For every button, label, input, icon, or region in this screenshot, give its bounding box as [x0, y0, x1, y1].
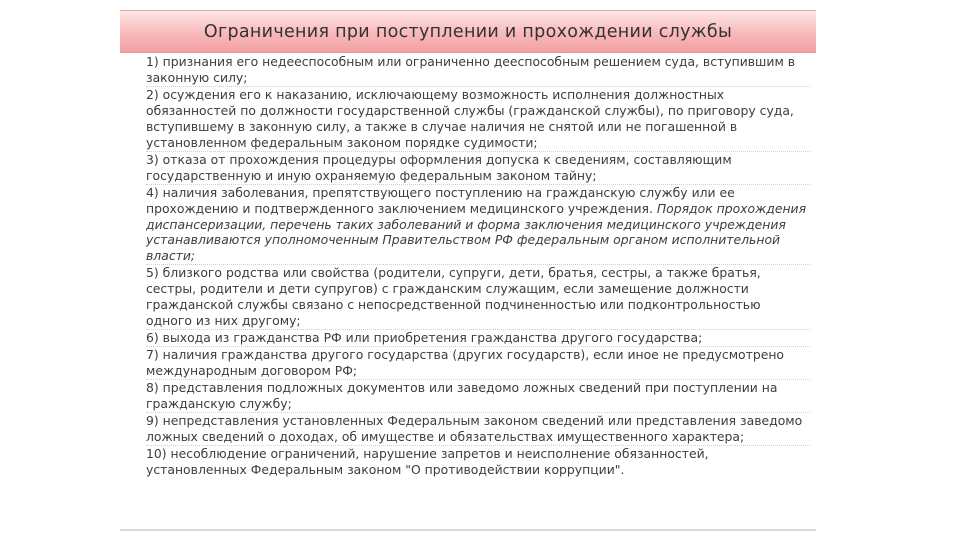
list-item-italic-note: Порядок прохождения диспансеризации, перечень таких заболеваний и форма заключения медицинского учреждения устанавливаются уполномоченным Правительством РФ федеральным органом исполнительной власти;: [146, 200, 807, 264]
list-item-text: 4) наличия заболевания, препятствующего поступлению на гражданскую службу или ее прохождению и подтвержденного заключением медицинского учреждения.: [146, 184, 735, 216]
list-item-text: 10) несоблюдение ограничений, нарушение запретов и неисполнение обязанностей, установленных Федеральным законом "О противодействии коррупции".: [146, 445, 709, 477]
list-item: [146, 380, 810, 413]
list-item-text: 2) осуждения его к наказанию, исключающему возможность исполнения должностных обязанностей по должности государственной службы (гражданской службы), по приговору суда, вступившему в законную силу, а также в случае наличия не снятой или не погашенной в установленном федеральным законом порядке судимости;: [146, 86, 794, 150]
list-item: [146, 413, 810, 446]
list-item-text: 8) представления подложных документов или заведомо ложных сведений при поступлении на гражданскую службу;: [146, 380, 778, 412]
restrictions-list: [146, 54, 810, 478]
list-item-text: 3) отказа от прохождения процедуры оформления допуска к сведениям, составляющим государственную и иную охраняемую федеральным законом тайну;: [146, 151, 732, 183]
slide-title: Ограничения при поступлении и прохождении службы: [203, 22, 733, 42]
list-item: [146, 347, 810, 380]
list-item-text: 6) выхода из гражданства РФ или приобретения гражданства другого государства;: [146, 330, 703, 346]
list-item: [146, 185, 810, 266]
list-item: [146, 152, 810, 185]
bottom-divider: [120, 529, 816, 531]
list-item-text: 7) наличия гражданства другого государства (других государств), если иное не предусмотрено международным договором РФ;: [146, 347, 785, 379]
slide: [120, 10, 816, 532]
list-item-text: 5) близкого родства или свойства (родители, супруги, дети, братья, сестры, а также братья, сестры, родители и дети супругов) с гражданским служащим, если замещение должности гражданской службы связано с непосредственной подчиненностью или подконтрольностью одного из них другому;: [146, 265, 761, 329]
list-item-text: 1) признания его недееспособным или ограниченно дееспособным решением суда, вступившим в законную силу;: [146, 54, 796, 85]
list-item: [146, 265, 810, 330]
list-item: [146, 87, 810, 152]
list-item-text: 9) непредставления установленных Федеральным законом сведений или представления заведомо ложных сведений о доходах, об имуществе и обязательствах имущественного характера;: [146, 412, 803, 444]
list-item: [146, 330, 810, 347]
list-item: [146, 446, 810, 478]
list-item: [146, 54, 810, 87]
title-bar: [120, 10, 816, 53]
